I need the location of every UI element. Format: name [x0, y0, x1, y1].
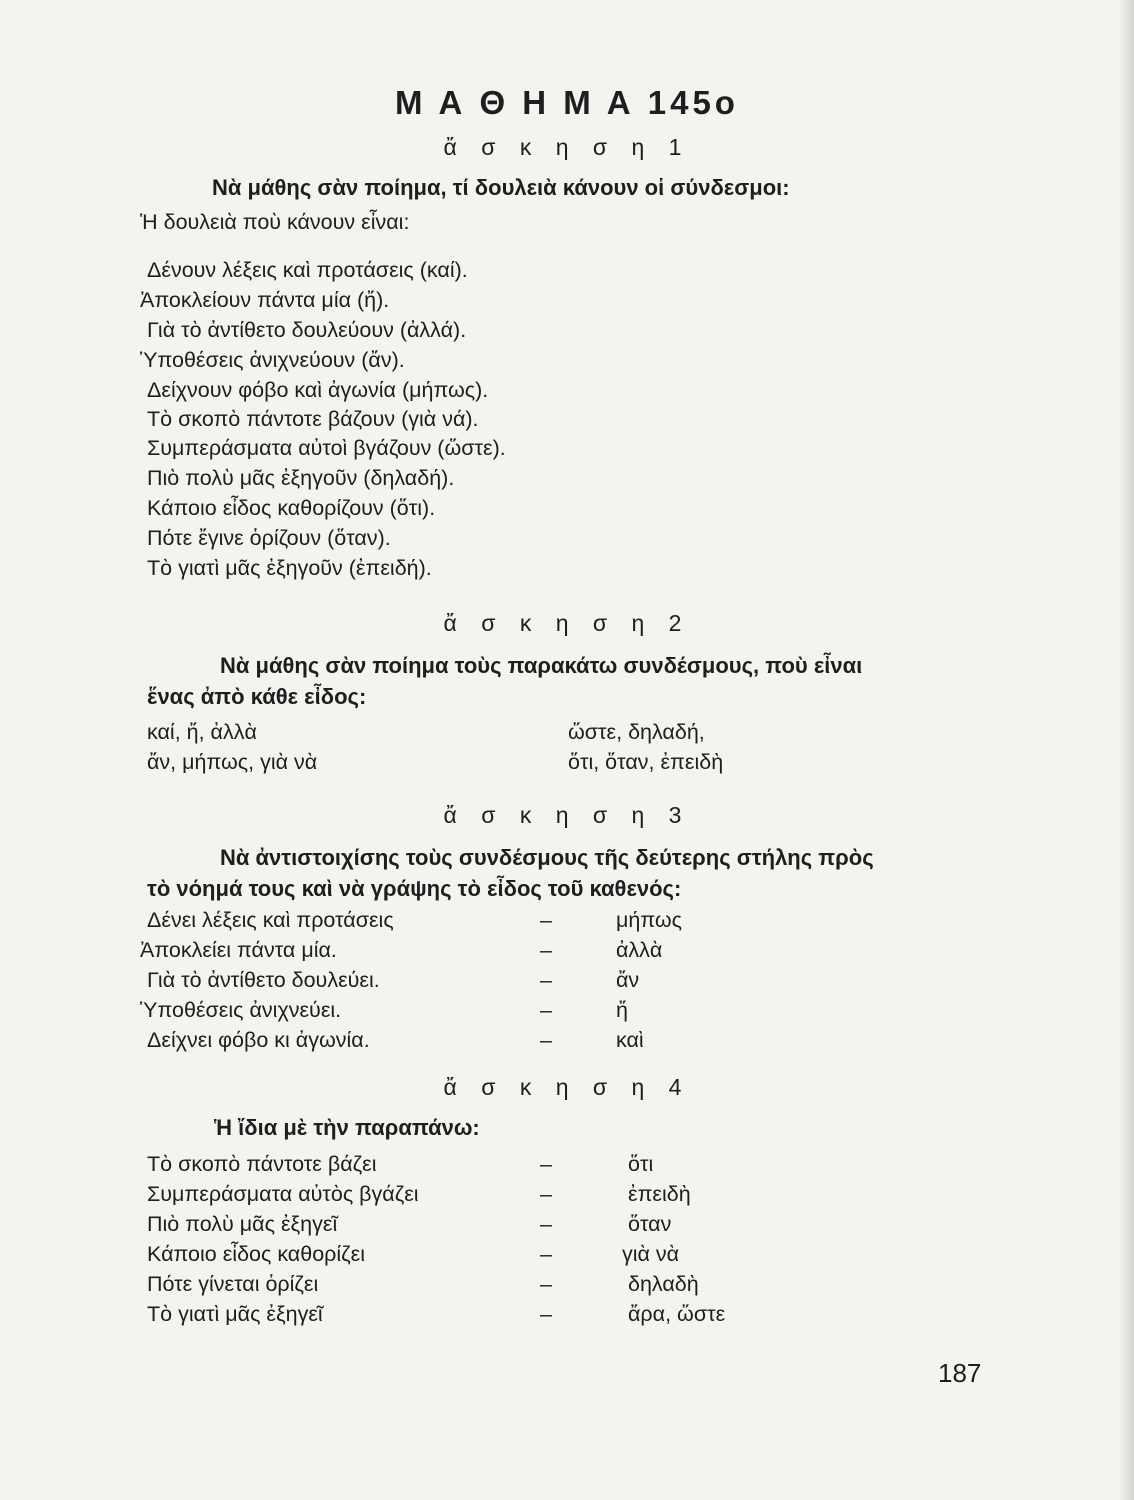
conjunction-row-left: ἄν, μήπως, γιὰ νὰ — [147, 750, 318, 774]
match-dash: – — [540, 938, 552, 962]
match-row-right: ὅτι — [628, 1152, 654, 1176]
match-dash: – — [540, 1212, 552, 1236]
poem-line: Δένουν λέξεις καὶ προτάσεις (καί). — [147, 258, 468, 282]
match-dash: – — [540, 1182, 552, 1206]
match-row-left: Κάποιο εἶδος καθορίζει — [147, 1242, 366, 1266]
match-dash: – — [540, 1028, 552, 1052]
exercise-3-heading: ἄ σ κ η σ η 3 — [443, 802, 691, 828]
poem-line: Τὸ σκοπὸ πάντοτε βάζουν (γιὰ νά). — [147, 407, 479, 431]
match-row-left: Πότε γίνεται ὁρίζει — [147, 1272, 319, 1296]
match-row-left: Γιὰ τὸ ἀντίθετο δουλεύει. — [147, 968, 380, 992]
match-dash: – — [540, 1242, 552, 1266]
exercise-1-instruction: Νὰ μάθης σὰν ποίημα, τί δουλειὰ κάνουν οἱ σύνδεσμοι: — [212, 175, 790, 200]
match-row-right: ἤ — [616, 998, 628, 1022]
match-dash: – — [540, 1272, 552, 1296]
exercise-4-instruction: Ἡ ἴδια μὲ τὴν παραπάνω: — [214, 1115, 480, 1140]
conjunction-row-right: ὅτι, ὅταν, ἐπειδὴ — [568, 750, 724, 774]
poem-line: Τὸ γιατὶ μᾶς ἐξηγοῦν (ἐπειδή). — [147, 556, 432, 580]
poem-line: Πότε ἔγινε ὁρίζουν (ὅταν). — [147, 526, 391, 550]
exercise-2-instruction-line2: ἕνας ἀπὸ κάθε εἶδος: — [147, 684, 367, 709]
match-dash: – — [540, 998, 552, 1022]
match-row-left: Πιὸ πολὺ μᾶς ἐξηγεῖ — [147, 1212, 338, 1236]
match-row-right: ἐπειδὴ — [628, 1182, 691, 1206]
conjunction-row-left: καί, ἤ, ἀλλὰ — [147, 720, 257, 744]
exercise-1-heading: ἄ σ κ η σ η 1 — [443, 134, 691, 160]
exercise-2-heading: ἄ σ κ η σ η 2 — [443, 610, 691, 636]
lesson-title: Μ Α Θ Η Μ Α 145ο — [395, 84, 739, 121]
page-edge-shadow — [1118, 0, 1134, 1500]
poem-line: Ὑποθέσεις ἀνιχνεύουν (ἄν). — [140, 348, 405, 372]
exercise-4-heading: ἄ σ κ η σ η 4 — [443, 1074, 691, 1100]
match-row-right: καὶ — [616, 1028, 644, 1052]
match-row-left: Συμπεράσματα αὐτὸς βγάζει — [147, 1182, 419, 1206]
match-row-left: Δένει λέξεις καὶ προτάσεις — [147, 908, 394, 932]
poem-line: Κάποιο εἶδος καθορίζουν (ὅτι). — [147, 496, 436, 520]
poem-line: Συμπεράσματα αὐτοὶ βγάζουν (ὥστε). — [147, 436, 506, 460]
match-row-right: ἀλλὰ — [616, 938, 663, 962]
match-row-left: Δείχνει φόβο κι ἀγωνία. — [147, 1028, 370, 1052]
match-row-left: Τὸ σκοπὸ πάντοτε βάζει — [147, 1152, 377, 1176]
poem-line: Ἀποκλείουν πάντα μία (ἤ). — [140, 288, 390, 312]
match-row-right: ἄν — [616, 968, 640, 992]
match-row-left: Ὑποθέσεις ἀνιχνεύει. — [140, 998, 342, 1022]
match-row-left: Ἀποκλείει πάντα μία. — [140, 938, 337, 962]
match-dash: – — [540, 1152, 552, 1176]
conjunction-row-right: ὥστε, δηλαδή, — [568, 720, 705, 744]
match-dash: – — [540, 968, 552, 992]
match-row-right: δηλαδὴ — [628, 1272, 699, 1296]
match-row-right: ἄρα, ὥστε — [628, 1302, 726, 1326]
match-row-right: ὅταν — [628, 1212, 672, 1236]
exercise-2-instruction-line1: Νὰ μάθης σὰν ποίημα τοὺς παρακάτω συνδέσμους, ποὺ εἶναι — [220, 653, 863, 678]
match-dash: – — [540, 908, 552, 932]
match-row-left: Τὸ γιατὶ μᾶς ἐξηγεῖ — [147, 1302, 323, 1326]
poem-line: Δείχνουν φόβο καὶ ἀγωνία (μήπως). — [147, 378, 489, 402]
exercise-3-instruction-line1: Νὰ ἀντιστοιχίσης τοὺς συνδέσμους τῆς δεύτερης στήλης πρὸς — [220, 845, 874, 870]
match-row-right: μήπως — [616, 908, 683, 932]
match-dash: – — [540, 1302, 552, 1326]
poem-line: Πιὸ πολὺ μᾶς ἐξηγοῦν (δηλαδή). — [147, 466, 455, 490]
poem-line: Γιὰ τὸ ἀντίθετο δουλεύουν (ἀλλά). — [147, 318, 467, 342]
match-row-right: γιὰ νὰ — [622, 1242, 680, 1266]
page-number: 187 — [938, 1358, 982, 1388]
exercise-3-instruction-line2: τὸ νόημά τους καὶ νὰ γράψης τὸ εἶδος τοῦ καθενός: — [147, 876, 682, 901]
exercise-1-intro: Ἡ δουλειὰ ποὺ κάνουν εἶναι: — [140, 210, 410, 234]
